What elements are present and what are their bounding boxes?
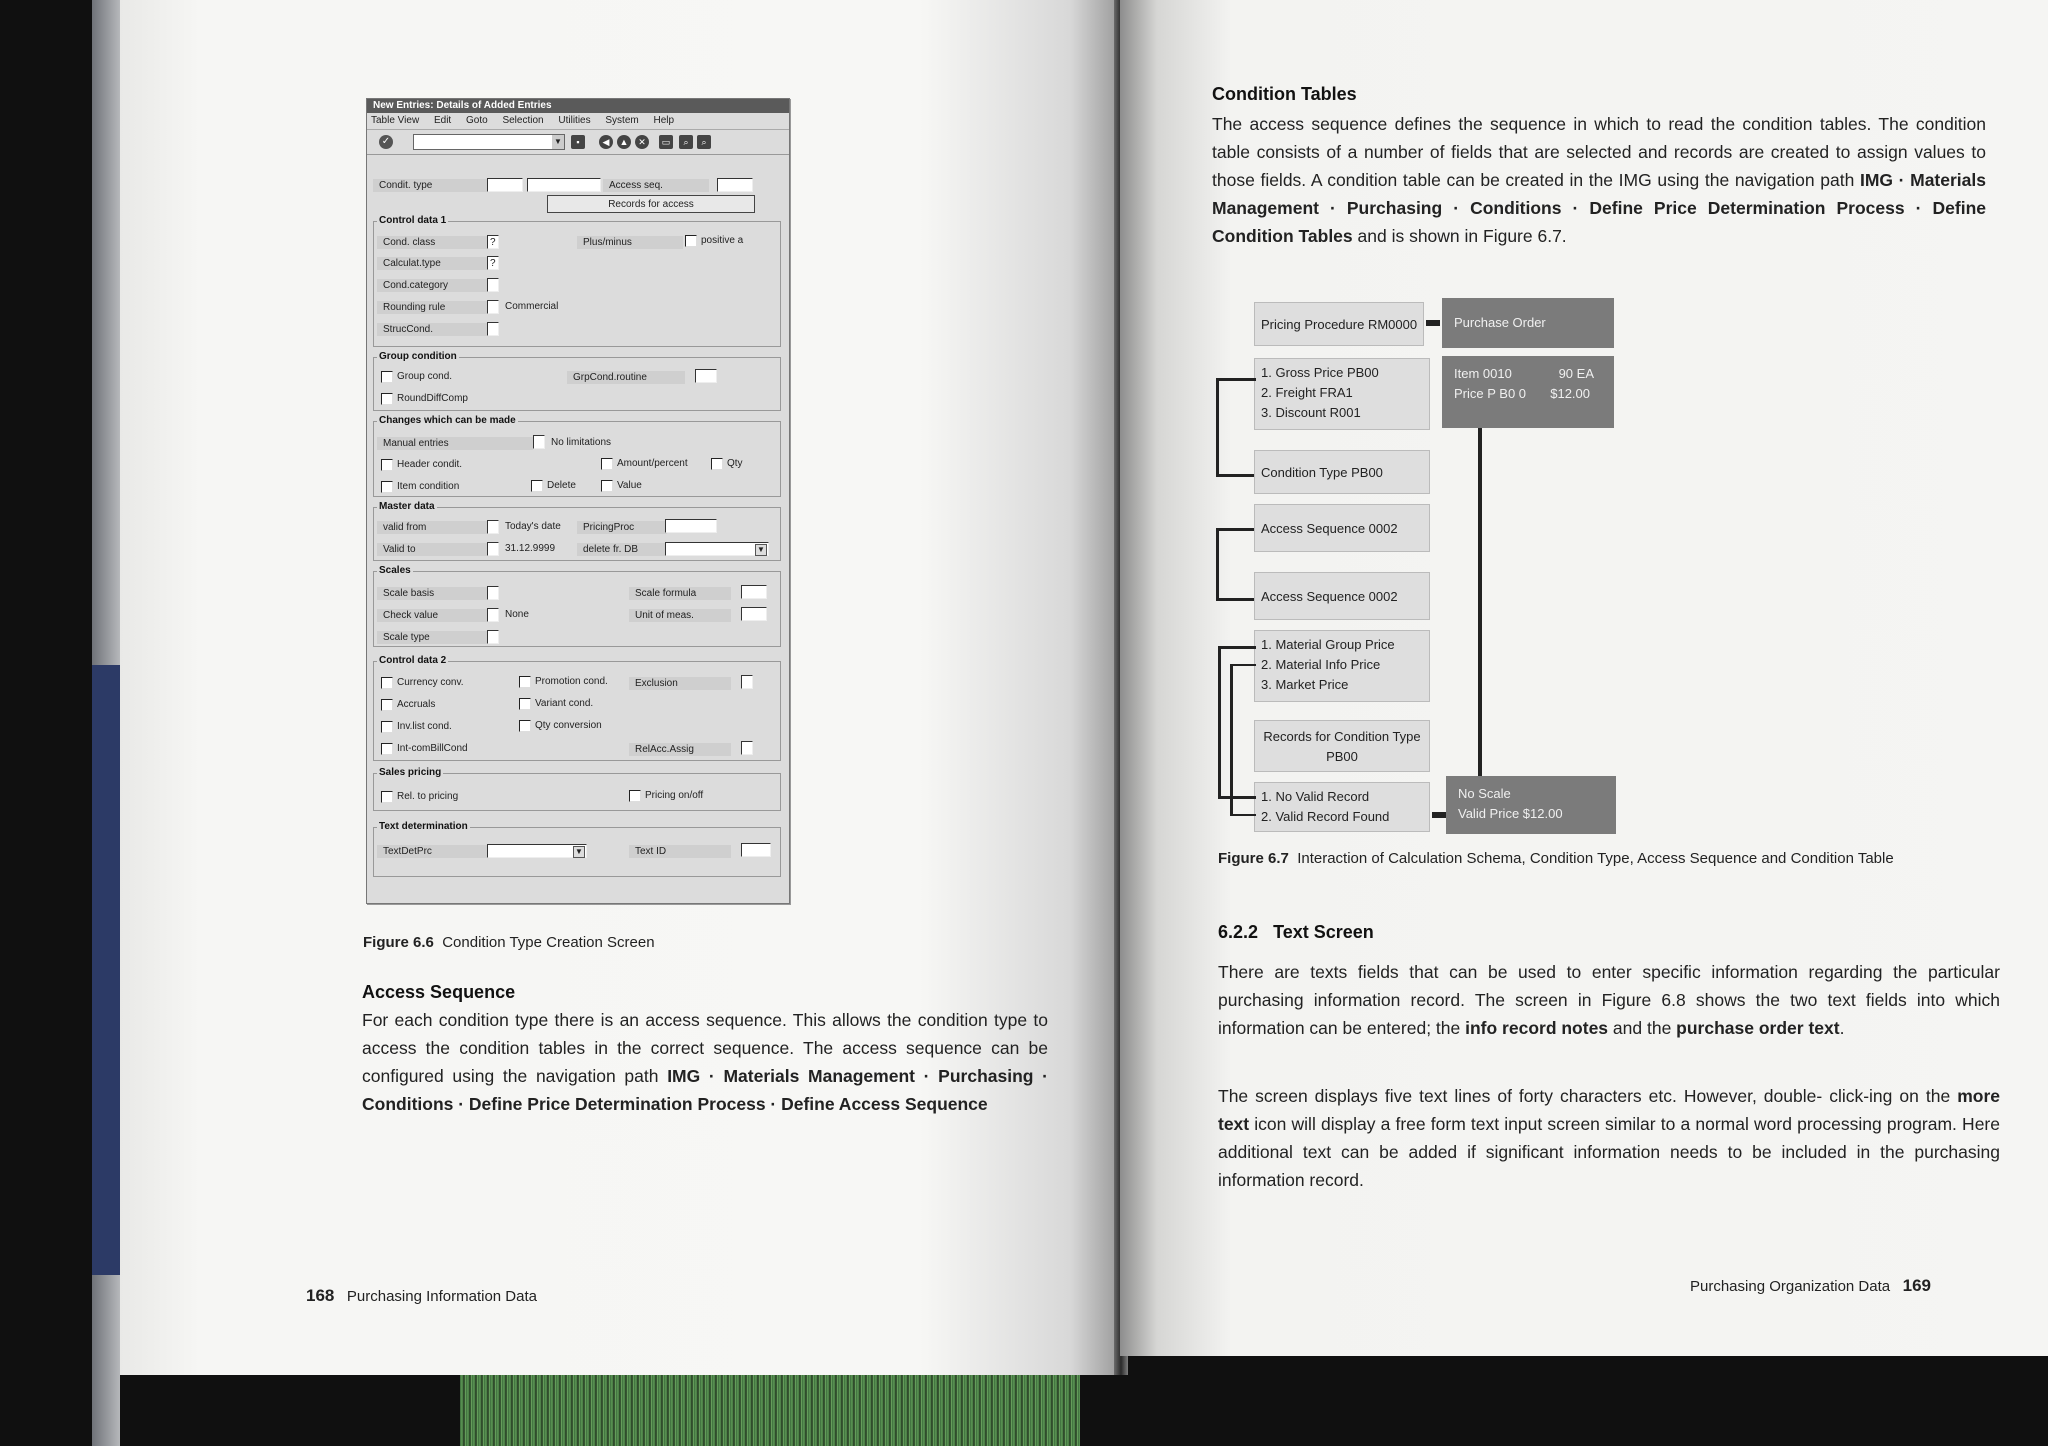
struc-cond-label: StrucCond. (377, 323, 487, 336)
access-sequence-nav-path: IMG · Materials Management · Purchasing · Conditions · Define Price Determination Process · Define Access Sequence (362, 1066, 1048, 1114)
qty-checkbox[interactable] (711, 458, 723, 470)
cancel-icon[interactable]: ✕ (635, 135, 649, 149)
rel-acc-assig-label: RelAcc.Assig (629, 743, 731, 756)
text-det-prc-dropdown[interactable] (487, 844, 587, 858)
connector-line (1426, 320, 1440, 326)
condit-type-field[interactable] (487, 178, 523, 192)
exclusion-label: Exclusion (629, 677, 731, 690)
promotion-cond-label: Promotion cond. (535, 676, 608, 687)
todays-date-label: Today's date (505, 521, 561, 532)
bracket-line (1230, 664, 1233, 816)
bracket-line (1216, 598, 1256, 601)
delete-fr-db-label: delete fr. DB (577, 543, 667, 556)
save-icon[interactable]: ▪ (571, 135, 585, 149)
group-cond-label: Group cond. (397, 371, 453, 382)
left-page-number: 168 (306, 1286, 335, 1305)
purchase-order-box: Purchase Order (1442, 298, 1614, 348)
right-folio (1690, 1276, 1931, 1296)
none-label: None (505, 609, 529, 620)
check-value-field[interactable] (487, 608, 499, 622)
grp-cond-routine-field[interactable] (695, 369, 717, 383)
rel-acc-assig-field[interactable] (741, 741, 753, 755)
record-result-box (1254, 782, 1430, 832)
records-for-access-button[interactable]: Records for access (547, 195, 755, 213)
scanner-stripe (460, 1375, 1080, 1446)
changes-title: Changes which can be made (379, 415, 516, 426)
pricing-step-3: 3. Discount R001 (1261, 405, 1361, 420)
sap-title-bar (367, 99, 789, 113)
check-value-label: Check value (377, 609, 487, 622)
bracket-line (1216, 378, 1219, 476)
unit-of-meas-label: Unit of meas. (629, 609, 731, 622)
text-screen-p1-d: . (1839, 1018, 1845, 1038)
accruals-label: Accruals (397, 699, 436, 710)
right-page (1120, 0, 2048, 1356)
info-record-notes: info record notes (1465, 1018, 1609, 1038)
condit-type-label: Condit. type (373, 179, 489, 192)
po-item-row (1454, 364, 1614, 384)
print-icon[interactable]: ▭ (659, 135, 673, 149)
struc-cond-field[interactable] (487, 322, 499, 336)
condition-tables-nav-path: IMG · Materials Management · Purchasing · Conditions · Define Price Determination Process · Define Condition Tables (1212, 170, 1986, 246)
record-result-1: 1. No Valid Record (1261, 789, 1370, 804)
connector-line (1478, 428, 1482, 778)
purchase-order-item-box (1442, 356, 1614, 428)
amount-percent-label: Amount/percent (617, 458, 688, 469)
po-price-row (1454, 384, 1614, 404)
right-running-head: Purchasing Organization Data (1690, 1278, 1891, 1295)
round-diff-comp-label: RoundDiffComp (397, 393, 468, 404)
value-label: Value (617, 480, 642, 491)
valid-to-field[interactable] (487, 542, 499, 556)
command-field[interactable] (413, 134, 565, 150)
menu-table-view[interactable]: Table View (371, 115, 420, 126)
records-condition-type-box (1254, 720, 1430, 772)
rounding-rule-field[interactable] (487, 300, 499, 314)
condition-tables-text: The access sequence defines the sequence in which to read the condition tables. The condition table consists of a number of fields that are selected and records are created to assign values to those fields. A condition table can be created in the IMG using the navigation path (1212, 114, 1986, 190)
figure-6-7-label: Figure 6.7 (1218, 850, 1289, 867)
currency-conv-label: Currency conv. (397, 677, 464, 688)
figure-6-7-text: Interaction of Calculation Schema, Condition Type, Access Sequence and Condition Table (1297, 850, 1894, 867)
enter-check-icon[interactable]: ✓ (379, 135, 393, 149)
bracket-line (1218, 796, 1256, 799)
qty-label: Qty (727, 458, 743, 469)
grp-cond-routine-label: GrpCond.routine (567, 371, 685, 384)
no-limitations-label: No limitations (551, 437, 612, 448)
no-scale-label: No Scale (1458, 786, 1511, 801)
bracket-line (1230, 664, 1256, 666)
pricing-procedure-box: Pricing Procedure RM0000 (1254, 302, 1424, 346)
sap-menu-bar (367, 113, 789, 130)
scale-type-label: Scale type (377, 631, 487, 644)
text-screen-p1-a: There are texts fields that can be used to enter specific information regarding the particular purchasing information record. The screen in Figure 6.8 shows the two text fields into which information can be entered; the (1218, 962, 2000, 1038)
bracket-line (1216, 378, 1256, 381)
header-condit-label: Header condit. (397, 459, 463, 470)
header-condit-checkbox[interactable] (381, 459, 393, 471)
master-data-title: Master data (379, 501, 435, 512)
section-number: 6.2.2 (1218, 922, 1259, 942)
records-line-1: Records for Condition Type (1263, 729, 1421, 744)
bracket-line (1230, 814, 1256, 816)
text-screen-paragraph-1 (1218, 958, 2000, 1042)
manual-entries-label: Manual entries (377, 437, 533, 450)
pricing-steps-box (1254, 358, 1430, 430)
promotion-cond-checkbox[interactable] (519, 676, 531, 688)
sap-title: New Entries: Details of Added Entries (373, 100, 552, 111)
text-screen-paragraph-2 (1218, 1082, 2000, 1194)
amount-percent-checkbox[interactable] (601, 458, 613, 470)
dropdown-arrow-icon[interactable]: ▼ (552, 135, 564, 149)
pricing-step-1: 1. Gross Price PB00 (1261, 365, 1379, 380)
cond-category-label: Cond.category (377, 279, 487, 292)
variant-cond-checkbox[interactable] (519, 698, 531, 710)
cond-class-field[interactable]: ? (487, 235, 499, 249)
text-id-label: Text ID (629, 845, 731, 858)
bracket-line (1218, 646, 1256, 649)
more-text-term: more text (1218, 1086, 2000, 1134)
access-seq-label: Access seq. (603, 179, 709, 192)
group-condition-title: Group condition (379, 351, 457, 362)
back-icon[interactable]: ◀ (599, 135, 613, 149)
section-title: Text Screen (1273, 922, 1374, 942)
condit-type-desc-field[interactable] (527, 178, 601, 192)
purchase-order-text: purchase order text (1676, 1018, 1840, 1038)
sales-pricing-title: Sales pricing (379, 767, 442, 778)
pricing-proc-field[interactable] (665, 519, 717, 533)
accruals-checkbox[interactable] (381, 699, 393, 711)
pricing-on-off-checkbox[interactable] (629, 790, 641, 802)
menu-selection[interactable]: Selection (502, 115, 544, 126)
left-running-head: Purchasing Information Data (346, 1288, 537, 1305)
text-screen-p1-c: and the (1608, 1018, 1677, 1038)
manual-entries-field[interactable] (533, 435, 545, 449)
condition-tables-text-end: and is shown in Figure 6.7. (1352, 226, 1567, 246)
scale-formula-field[interactable] (741, 585, 767, 599)
valid-to-value: 31.12.9999 (505, 543, 556, 554)
record-result-2: 2. Valid Record Found (1261, 809, 1390, 824)
delete-fr-db-dropdown[interactable] (665, 542, 769, 556)
figure-6-6-text: Condition Type Creation Screen (442, 934, 655, 951)
menu-goto[interactable]: Goto (465, 115, 488, 126)
menu-system[interactable]: System (605, 115, 639, 126)
text-screen-p2-a: The screen displays five text lines of forty characters etc. However, double- click-ing on the (1218, 1086, 1958, 1106)
round-diff-comp-checkbox[interactable] (381, 393, 393, 405)
pricing-on-off-label: Pricing on/off (645, 790, 704, 801)
figure-6-6-label: Figure 6.6 (363, 934, 434, 951)
condition-tables-paragraph (1212, 110, 1986, 250)
control-data-1-title: Control data 1 (379, 215, 447, 226)
group-cond-checkbox[interactable] (381, 371, 393, 383)
access-sequence-text: For each condition type there is an access sequence. This allows the condition type to access the condition tables in the correct sequence. The access sequence can be configured using the navigation path (362, 1010, 1048, 1086)
access-sequence-paragraph (362, 1006, 1048, 1118)
po-price-value: $12.00 (1550, 386, 1590, 401)
access-step-1: 1. Material Group Price (1261, 637, 1395, 652)
plus-minus-label: Plus/minus (577, 236, 683, 249)
bracket-line (1216, 474, 1256, 477)
access-sequence-box-1: Access Sequence 0002 (1254, 504, 1430, 552)
access-steps-box (1254, 630, 1430, 702)
access-sequence-heading: Access Sequence (362, 982, 516, 1002)
inv-list-cond-checkbox[interactable] (381, 721, 393, 733)
text-id-field[interactable] (741, 843, 771, 857)
value-checkbox[interactable] (601, 480, 613, 492)
unit-of-meas-field[interactable] (741, 607, 767, 621)
inv-list-cond-label: Inv.list cond. (397, 721, 452, 732)
sap-window (366, 98, 790, 904)
scales-title: Scales (379, 565, 411, 576)
delete-checkbox[interactable] (531, 480, 543, 492)
cond-category-field[interactable] (487, 278, 499, 292)
valid-price-label: Valid Price $12.00 (1458, 806, 1563, 821)
access-seq-field[interactable] (717, 178, 753, 192)
cond-class-label: Cond. class (377, 236, 487, 249)
rel-to-pricing-label: Rel. to pricing (397, 791, 459, 802)
access-step-2: 2. Material Info Price (1261, 657, 1381, 672)
text-screen-p2-c: icon will display a free form text input screen similar to a normal word processing program. Here additional text can be added if significant information needs to be included in the purchasing information record. (1218, 1114, 2000, 1190)
find-icon[interactable]: ⌕ (679, 135, 693, 149)
menu-edit[interactable]: Edit (433, 115, 452, 126)
chevron-down-icon[interactable]: ▼ (573, 846, 585, 858)
qty-conversion-label: Qty conversion (535, 720, 602, 731)
scale-type-field[interactable] (487, 630, 499, 644)
exclusion-field[interactable] (741, 675, 753, 689)
menu-help[interactable]: Help (653, 115, 675, 126)
rounding-rule-label: Rounding rule (377, 301, 487, 314)
left-page (120, 0, 1120, 1375)
item-condition-checkbox[interactable] (381, 481, 393, 493)
item-condition-label: Item condition (397, 481, 460, 492)
scale-basis-field[interactable] (487, 586, 499, 600)
plus-minus-checkbox[interactable] (685, 235, 697, 247)
page-edge-blue (92, 665, 120, 1275)
valid-price-box (1446, 776, 1616, 834)
calculat-type-field[interactable]: ? (487, 256, 499, 270)
scale-basis-label: Scale basis (377, 587, 487, 600)
positive-a-label: positive a (701, 235, 744, 246)
currency-conv-checkbox[interactable] (381, 677, 393, 689)
sap-toolbar (367, 130, 789, 155)
right-page-number: 169 (1902, 1276, 1932, 1295)
pricing-proc-label: PricingProc (577, 521, 667, 534)
calculat-type-label: Calculat.type (377, 257, 487, 270)
bracket-line (1216, 528, 1219, 600)
int-comp-checkbox[interactable] (381, 743, 393, 755)
scale-formula-label: Scale formula (629, 587, 731, 600)
commercial-label: Commercial (505, 301, 559, 312)
text-determination-title: Text determination (379, 821, 468, 832)
access-step-3: 3. Market Price (1261, 677, 1349, 692)
find-next-icon[interactable]: ⌕ (697, 135, 711, 149)
po-item-label: Item 0010 (1454, 366, 1512, 381)
condition-tables-heading: Condition Tables (1212, 84, 1357, 104)
menu-utilities[interactable]: Utilities (558, 115, 591, 126)
int-comp-label: Int-comBillCond (397, 743, 468, 754)
bracket-line (1218, 646, 1221, 798)
access-sequence-box-2: Access Sequence 0002 (1254, 572, 1430, 620)
po-price-label: Price P B0 0 (1454, 386, 1527, 401)
bracket-line (1216, 528, 1256, 531)
po-item-qty: 90 EA (1558, 366, 1594, 381)
control-data-2-title: Control data 2 (379, 655, 447, 666)
chevron-down-icon[interactable]: ▼ (755, 544, 767, 556)
text-screen-heading (1218, 922, 1374, 943)
left-folio (306, 1286, 537, 1306)
variant-cond-label: Variant cond. (535, 698, 594, 709)
figure-6-7-caption (1218, 848, 2014, 870)
delete-label: Delete (547, 480, 576, 491)
valid-to-label: Valid to (377, 543, 487, 556)
valid-from-field[interactable] (487, 520, 499, 534)
pricing-step-2: 2. Freight FRA1 (1261, 385, 1353, 400)
text-det-prc-label: TextDetPrc (377, 845, 487, 858)
condition-type-box: Condition Type PB00 (1254, 450, 1430, 494)
valid-from-label: valid from (377, 521, 487, 534)
records-line-2: PB00 (1326, 749, 1358, 764)
exit-icon[interactable]: ▲ (617, 135, 631, 149)
qty-conversion-checkbox[interactable] (519, 720, 531, 732)
connector-line (1432, 812, 1446, 818)
rel-to-pricing-checkbox[interactable] (381, 791, 393, 803)
figure-6-6-caption (363, 934, 655, 951)
